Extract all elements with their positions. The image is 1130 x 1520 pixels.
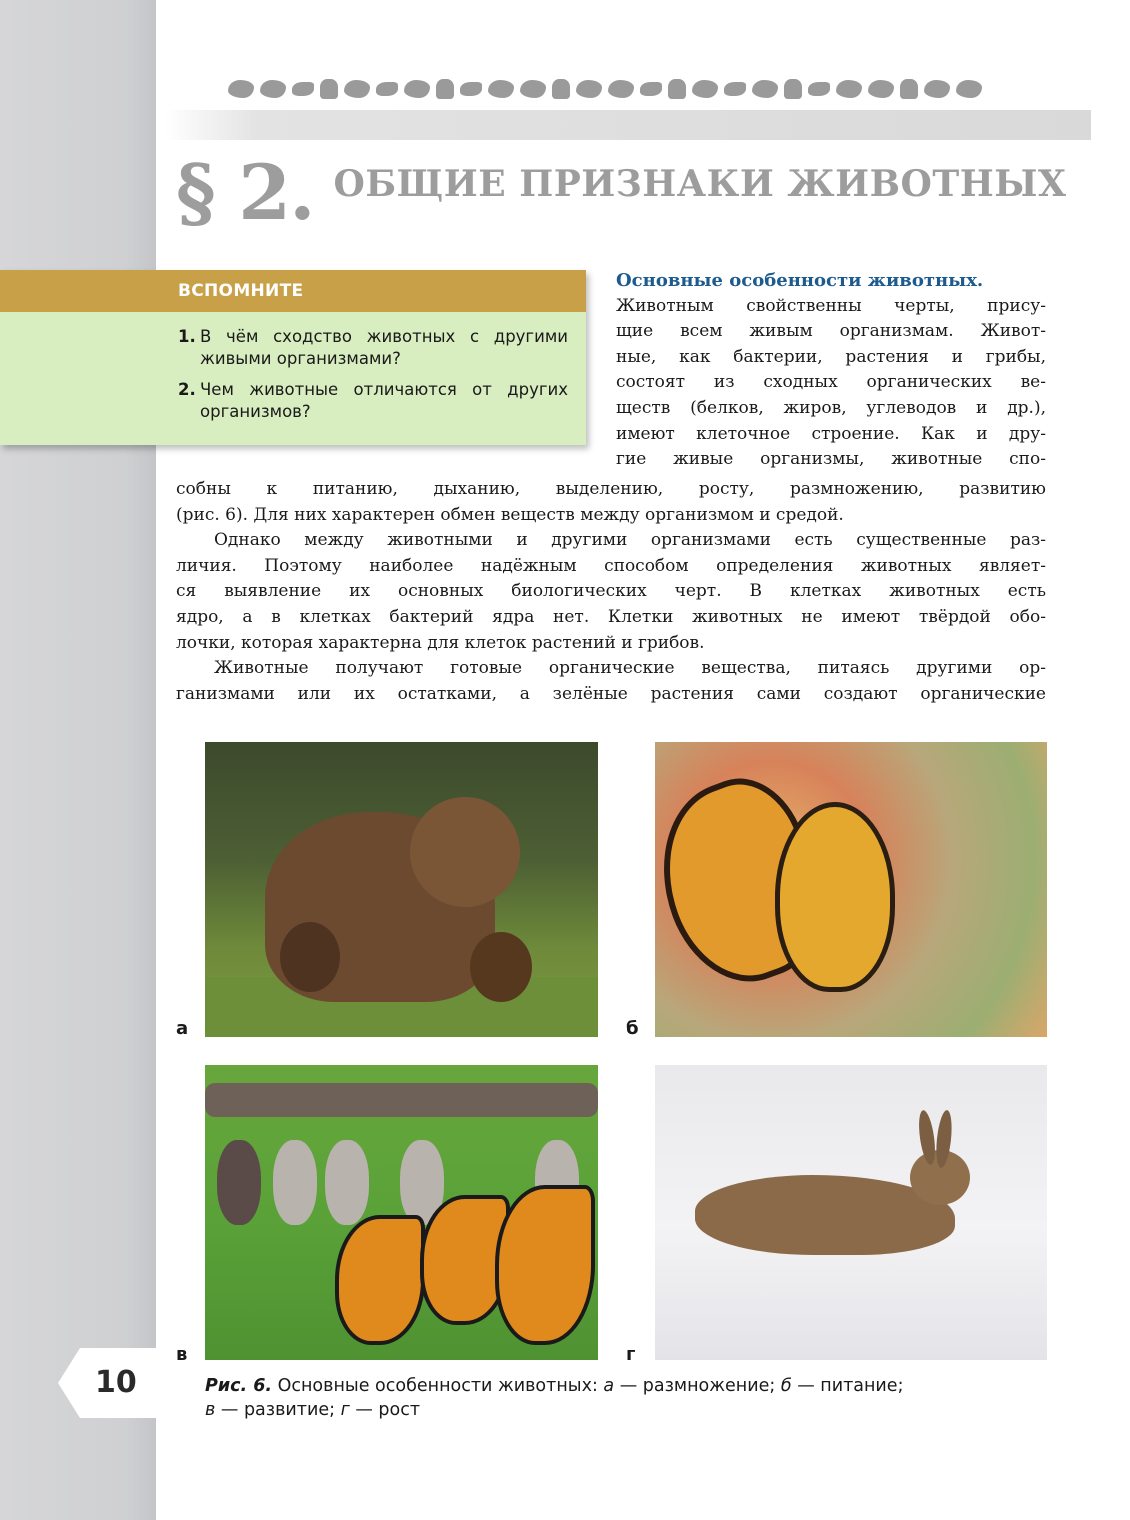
- question-number: 1.: [178, 327, 196, 346]
- recall-box: [0, 270, 586, 445]
- paragraph-heading: ОБЩИЕ ПРИЗНАКИ ЖИВОТНЫХ: [333, 163, 1067, 205]
- photo-butterflies-emerging: [205, 1065, 598, 1360]
- text-line: Животным свойственны черты, прису-: [616, 295, 1046, 316]
- animal-silhouettes-banner: [228, 76, 1090, 102]
- caption-letter: б: [780, 1376, 792, 1396]
- section-subheading: Основные особенности животных.: [616, 270, 984, 291]
- caption-text: — питание;: [791, 1376, 904, 1396]
- text-line: имеют клеточное строение. Как и дру-: [616, 423, 1046, 444]
- photo-bear-with-cubs: [205, 742, 598, 1037]
- caption-letter: а: [603, 1376, 615, 1396]
- figure-label-a: а: [176, 1018, 189, 1039]
- photo-running-hare: [655, 1065, 1047, 1360]
- caption-figure-ref: Рис. 6.: [205, 1376, 273, 1396]
- recall-questions: [0, 312, 586, 445]
- caption-text: — развитие;: [215, 1400, 341, 1420]
- paragraph-number: § 2.: [176, 148, 314, 237]
- text-line: Однако между животными и другими организмами есть существенные раз-: [214, 530, 1046, 551]
- body-text-column: [616, 268, 1046, 473]
- text-line: щие всем живым организмам. Живот-: [616, 321, 1046, 342]
- recall-header-label: ВСПОМНИТЕ: [178, 281, 304, 301]
- text-line: собны к питанию, дыханию, выделению, росту, размножению, развитию: [176, 479, 1046, 499]
- figure-label-b: б: [626, 1018, 639, 1039]
- question-text: Чем животные отличаются от других организмов?: [200, 380, 568, 421]
- figure-caption: [205, 1374, 1045, 1422]
- text-line: ные, как бактерии, растения и грибы,: [616, 346, 1046, 367]
- caption-text: — размножение;: [614, 1376, 781, 1396]
- text-line: гие живые организмы, животные спо-: [616, 449, 1046, 470]
- question-text: В чём сходство животных с другими живыми организмами?: [200, 327, 568, 368]
- text-line: личия. Поэтому наиболее надёжным способом определения животных являет-: [176, 555, 1046, 576]
- figure-label-d: г: [626, 1344, 636, 1365]
- question-number: 2.: [178, 380, 196, 399]
- text-line: состоят из сходных органических ве-: [616, 372, 1046, 393]
- recall-header: [0, 270, 586, 312]
- page-number: 10: [95, 1365, 137, 1400]
- text-line: лочки, которая характерна для клеток растений и грибов.: [176, 632, 705, 653]
- caption-letter: в: [205, 1400, 216, 1420]
- header-band: [165, 110, 1091, 140]
- caption-text: Основные особенности животных:: [272, 1376, 604, 1396]
- text-line: ществ (белков, жиров, углеводов и др.),: [616, 397, 1046, 418]
- text-line: ядро, а в клетках бактерий ядра нет. Клетки животных не имеют твёрдой обо-: [176, 606, 1046, 627]
- photo-spider-eating-butterfly: [655, 742, 1047, 1037]
- text-line: ганизмами или их остатками, а зелёные растения сами создают органические: [176, 683, 1046, 704]
- page-margin: [0, 0, 156, 1520]
- paragraph-title: [176, 148, 1067, 237]
- recall-question: [178, 326, 568, 370]
- text-line: ся выявление их основных биологических черт. В клетках животных есть: [176, 581, 1046, 602]
- text-line: (рис. 6). Для них характерен обмен веществ между организмом и средой.: [176, 504, 844, 525]
- figure-label-c: в: [176, 1344, 188, 1365]
- text-line: Животные получают готовые органические вещества, питаясь другими ор-: [214, 658, 1046, 679]
- caption-text: — рост: [349, 1400, 421, 1420]
- caption-letter: г: [340, 1400, 350, 1420]
- recall-question: [178, 379, 568, 423]
- body-text-wide: [176, 477, 1046, 707]
